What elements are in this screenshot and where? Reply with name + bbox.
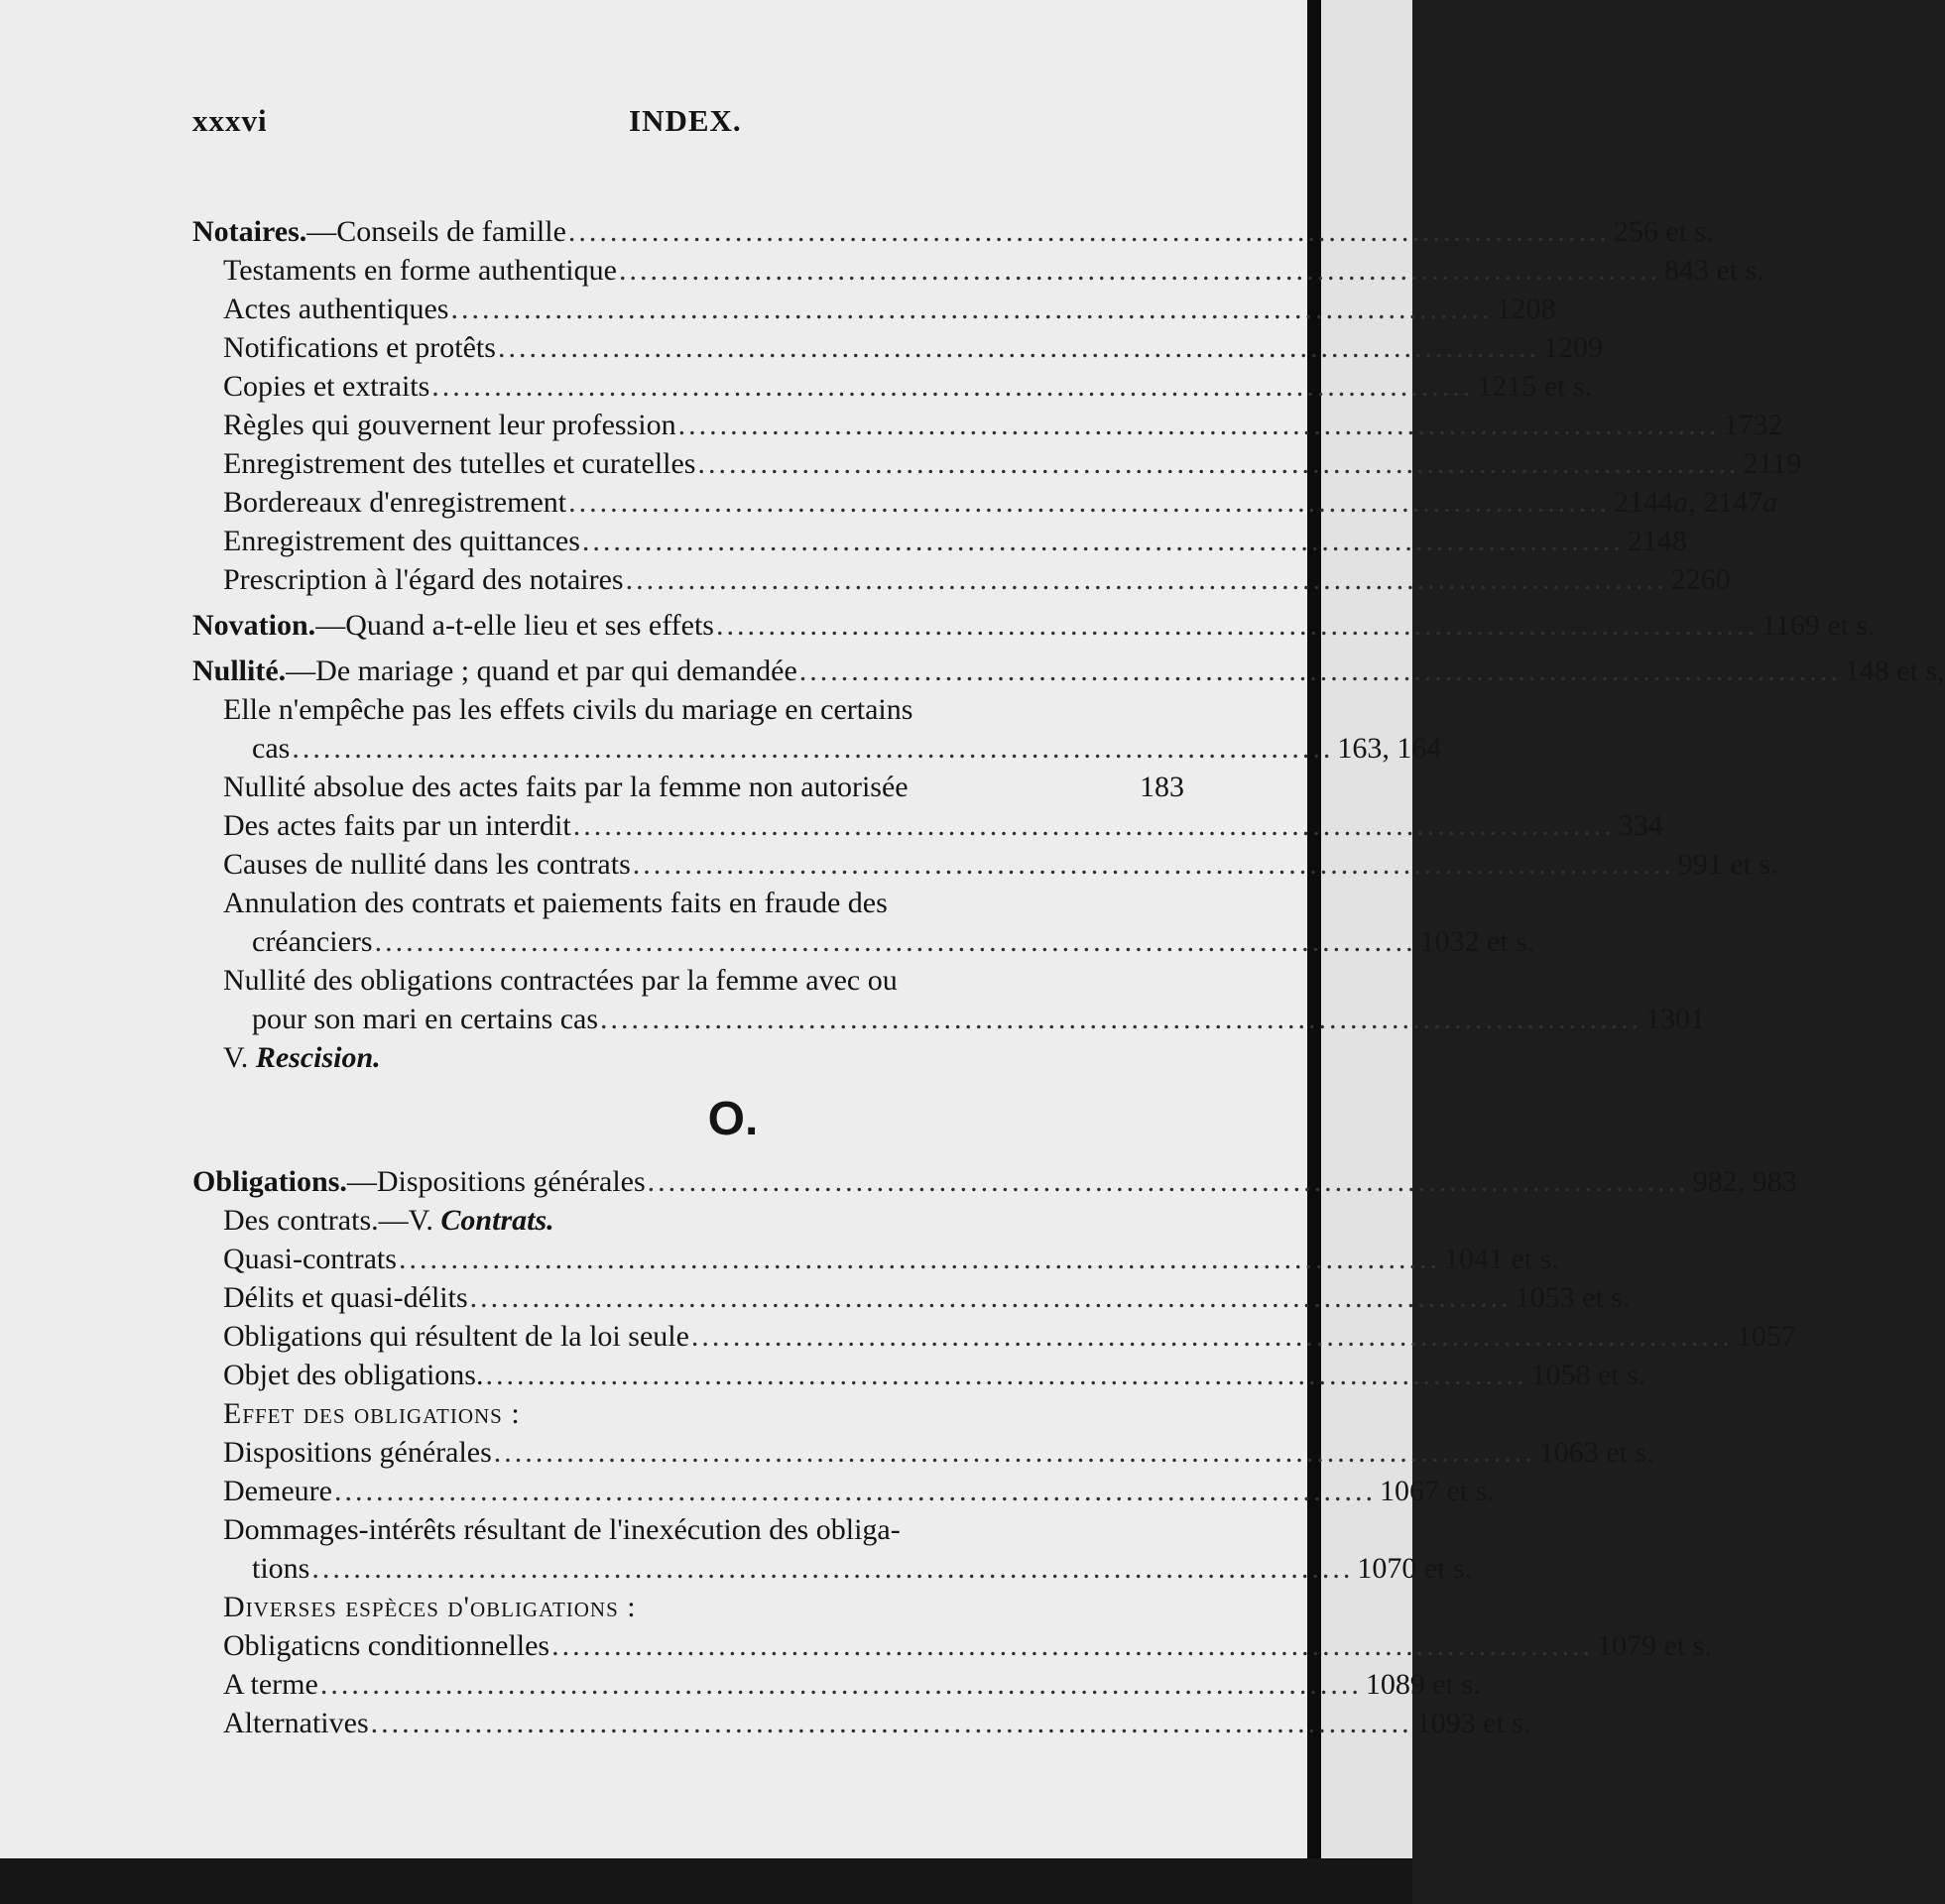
entry-text: Objet des obligations. bbox=[223, 1359, 484, 1391]
entry-text: Dommages-intérêts résultant de l'inexécution des obliga- bbox=[223, 1513, 901, 1546]
entry-heading: Notaires. bbox=[192, 215, 307, 248]
dot-leader: .................................................................................................... bbox=[798, 654, 1841, 687]
entry-text: Nullité des obligations contractées par la femme avec ou bbox=[223, 964, 898, 997]
index-subentry bbox=[192, 1472, 1495, 1510]
index-entry-nullite bbox=[192, 652, 1945, 690]
entry-reference: 2144a, 2147a bbox=[1614, 486, 1778, 519]
index-subentry bbox=[192, 1433, 1654, 1472]
entry-reference: 1089 et s. bbox=[1365, 1668, 1481, 1701]
entry-reference: 1057 bbox=[1736, 1320, 1796, 1353]
cross-reference: Rescision. bbox=[255, 1041, 381, 1074]
page-title: INDEX. bbox=[629, 103, 742, 138]
index-subentry-continuation bbox=[192, 1000, 1706, 1038]
dot-leader: .................................................................................................... bbox=[618, 254, 1660, 287]
index-subentry bbox=[192, 768, 1184, 806]
entry-reference: 1208 bbox=[1496, 293, 1556, 325]
entry-text: —Conseils de famille bbox=[306, 215, 566, 248]
dot-leader: .................................................................................................... bbox=[311, 1552, 1354, 1585]
entry-text: créanciers bbox=[252, 925, 373, 958]
entry-reference: 1215 et s. bbox=[1477, 370, 1593, 403]
entry-heading: Nullité. bbox=[192, 654, 287, 687]
section-letter: O. bbox=[707, 1093, 759, 1145]
entry-text: A terme bbox=[223, 1668, 318, 1701]
index-subentry-continuation bbox=[192, 922, 1535, 961]
dot-leader: .................................................................................................... bbox=[319, 1668, 1362, 1701]
entry-text: Des contrats.—V. bbox=[223, 1204, 441, 1237]
entry-text: Alternatives bbox=[223, 1707, 369, 1739]
entry-text: Enregistrement des quittances bbox=[223, 525, 580, 557]
index-subentry bbox=[192, 1665, 1481, 1704]
dot-leader: .................................................................................................... bbox=[677, 409, 1720, 441]
entry-reference: 1070 et s. bbox=[1357, 1552, 1473, 1585]
dot-leader: .................................................................................................... bbox=[493, 1436, 1535, 1469]
dot-leader: .................................................................................................... bbox=[450, 293, 1493, 325]
entry-text: Des actes faits par un interdit bbox=[223, 809, 571, 842]
entry-heading: Obligations. bbox=[192, 1165, 347, 1198]
entry-text: Actes authentiques bbox=[223, 293, 449, 325]
index-subentry bbox=[192, 690, 1184, 729]
index-subentry bbox=[192, 444, 1802, 483]
entry-text: Enregistrement des tutelles et curatelles bbox=[223, 447, 696, 480]
entry-text: Annulation des contrats et paiements faits en fraude des bbox=[223, 887, 888, 919]
index-subentry bbox=[192, 483, 1778, 522]
index-subentry bbox=[192, 1278, 1631, 1317]
entry-reference: 991 et s. bbox=[1677, 848, 1778, 881]
dot-leader: .................................................................................................... bbox=[632, 848, 1674, 881]
index-subentry bbox=[192, 884, 1184, 922]
dot-leader: .................................................................................................... bbox=[567, 215, 1610, 248]
entry-reference: 1041 et s. bbox=[1443, 1243, 1559, 1275]
index-subentry bbox=[192, 1510, 1184, 1549]
index-subentry-continuation bbox=[192, 729, 1442, 768]
dot-leader: .................................................................................................... bbox=[690, 1320, 1733, 1353]
dot-leader: .................................................................................................... bbox=[551, 1629, 1594, 1662]
index-body bbox=[192, 212, 1945, 1742]
entry-text: Dispositions générales bbox=[223, 1436, 492, 1469]
dot-leader: .................................................................................................... bbox=[715, 609, 1758, 642]
index-subentry bbox=[192, 1240, 1559, 1278]
entry-heading: Novation. bbox=[192, 609, 316, 642]
entry-reference: 1079 et s. bbox=[1597, 1629, 1712, 1662]
dot-leader: .................................................................................................... bbox=[572, 809, 1615, 842]
dot-leader: .................................................................................................... bbox=[568, 486, 1611, 519]
dot-leader: .................................................................................................... bbox=[333, 1475, 1376, 1507]
index-see-also bbox=[192, 1201, 1184, 1240]
entry-text: tions bbox=[252, 1552, 310, 1585]
index-subentry bbox=[192, 1626, 1712, 1665]
entry-text: Règles qui gouvernent leur profession bbox=[223, 409, 676, 441]
entry-reference: 982, 983 bbox=[1692, 1165, 1797, 1198]
entry-reference: 843 et s. bbox=[1663, 254, 1764, 287]
dot-leader: .................................................................................................... bbox=[600, 1003, 1642, 1035]
dot-leader: .................................................................................................... bbox=[292, 732, 1334, 765]
entry-text: Copies et extraits bbox=[223, 370, 430, 403]
entry-reference: 183 bbox=[1140, 771, 1184, 803]
cross-reference: Contrats. bbox=[440, 1204, 554, 1237]
entry-reference: 1053 et s. bbox=[1515, 1281, 1631, 1314]
entry-reference: 1209 bbox=[1542, 331, 1603, 364]
index-subentry-continuation bbox=[192, 1549, 1473, 1588]
entry-text: Nullité absolue des actes faits par la femme non autorisée bbox=[223, 771, 909, 803]
entry-text: Prescription à l'égard des notaires bbox=[223, 563, 624, 596]
dot-leader: .................................................................................................... bbox=[431, 370, 1474, 403]
dot-leader: .................................................................................................... bbox=[398, 1243, 1440, 1275]
index-subentry bbox=[192, 251, 1764, 290]
index-subentry bbox=[192, 406, 1783, 444]
dot-leader: .................................................................................................... bbox=[647, 1165, 1689, 1198]
index-subentry bbox=[192, 560, 1731, 599]
entry-reference: 334 bbox=[1618, 809, 1663, 842]
entry-text: cas bbox=[252, 732, 291, 765]
entry-text: Obligations qui résultent de la loi seule bbox=[223, 1320, 689, 1353]
dot-leader: .................................................................................................... bbox=[697, 447, 1740, 480]
subheading-text: Effet des obligations : bbox=[223, 1397, 521, 1430]
entry-reference: 1067 et s. bbox=[1379, 1475, 1495, 1507]
entry-text: Elle n'empêche pas les effets civils du mariage en certains bbox=[223, 693, 913, 726]
index-see-also bbox=[192, 1038, 1184, 1077]
running-header bbox=[192, 103, 1184, 147]
entry-text: Bordereaux d'enregistrement bbox=[223, 486, 567, 519]
entry-text: Quasi-contrats bbox=[223, 1243, 397, 1275]
entry-text: Délits et quasi-délits bbox=[223, 1281, 468, 1314]
index-subentry bbox=[192, 1317, 1796, 1356]
index-subentry bbox=[192, 290, 1556, 328]
index-subentry bbox=[192, 1704, 1531, 1742]
index-subheading bbox=[192, 1394, 1184, 1433]
index-subentry bbox=[192, 328, 1603, 367]
dot-leader: .................................................................................................... bbox=[497, 331, 1539, 364]
entry-reference: 1093 et s. bbox=[1415, 1707, 1531, 1739]
entry-reference: 1732 bbox=[1723, 409, 1783, 441]
index-subentry bbox=[192, 845, 1778, 884]
entry-reference: 2260 bbox=[1670, 563, 1731, 596]
dot-leader: .................................................................................................... bbox=[581, 525, 1624, 557]
entry-reference: 1058 et s. bbox=[1530, 1359, 1646, 1391]
entry-text: —De mariage ; quand et par qui demandée bbox=[286, 654, 797, 687]
index-entry-obligations bbox=[192, 1162, 1797, 1201]
entry-text: Demeure bbox=[223, 1475, 332, 1507]
entry-reference: 163, 164 bbox=[1337, 732, 1442, 765]
entry-text: V. bbox=[223, 1041, 256, 1074]
entry-text: pour son mari en certains cas bbox=[252, 1003, 599, 1035]
entry-reference: 2148 bbox=[1627, 525, 1687, 557]
page-number: xxxvi bbox=[192, 103, 268, 138]
entry-text: —Quand a-t-elle lieu et ses effets bbox=[315, 609, 714, 642]
entry-text: Testaments en forme authentique bbox=[223, 254, 617, 287]
entry-text: Causes de nullité dans les contrats bbox=[223, 848, 631, 881]
index-subheading bbox=[192, 1588, 1184, 1626]
index-subentry bbox=[192, 367, 1593, 406]
entry-text: Obligaticns conditionnelles bbox=[223, 1629, 550, 1662]
dot-leader: .................................................................................................... bbox=[485, 1359, 1527, 1391]
entry-reference: 1063 et s. bbox=[1538, 1436, 1654, 1469]
entry-reference: 1032 et s. bbox=[1419, 925, 1535, 958]
index-entry-novation bbox=[192, 606, 1876, 645]
dot-leader: .................................................................................................... bbox=[374, 925, 1416, 958]
index-subentry bbox=[192, 806, 1663, 845]
scan-border bbox=[0, 1858, 1412, 1904]
index-entry-notaires bbox=[192, 212, 1714, 251]
index-subentry bbox=[192, 522, 1687, 560]
entry-text: Notifications et protêts bbox=[223, 331, 496, 364]
entry-reference: 2119 bbox=[1743, 447, 1802, 480]
dot-leader: .................................................................................................... bbox=[469, 1281, 1512, 1314]
dot-leader: .................................................................................................... bbox=[370, 1707, 1412, 1739]
entry-reference: 1301 bbox=[1645, 1003, 1706, 1035]
index-subentry bbox=[192, 961, 1184, 1000]
dot-leader: .................................................................................................... bbox=[625, 563, 1667, 596]
subheading-text: Diverses espèces d'obligations : bbox=[223, 1591, 637, 1623]
index-subentry bbox=[192, 1356, 1646, 1394]
entry-text: —Dispositions générales bbox=[346, 1165, 646, 1198]
entry-reference: 1169 et s. bbox=[1761, 609, 1876, 642]
entry-reference: 148 et s, bbox=[1844, 654, 1945, 687]
entry-reference: 256 et s. bbox=[1613, 215, 1714, 248]
